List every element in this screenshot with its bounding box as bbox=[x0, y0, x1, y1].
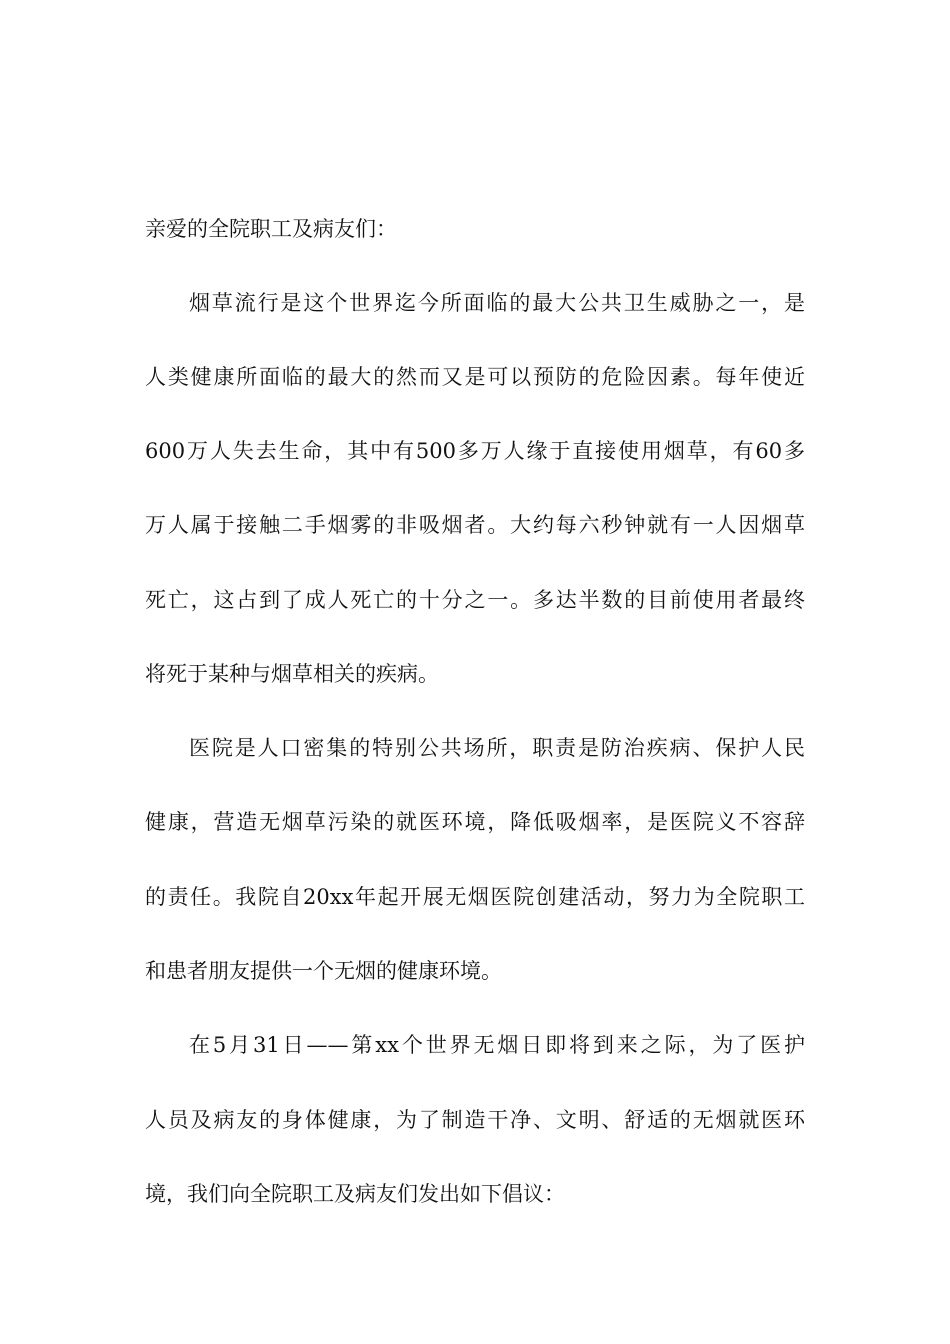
salutation: 亲爱的全院职工及病友们： bbox=[145, 217, 397, 241]
paragraph-1-line-4: 万人属于接触二手烟雾的非吸烟者。大约每六秒钟就有一人因烟草 bbox=[145, 513, 805, 537]
paragraph-1-line-1: 烟草流行是这个世界迄今所面临的最大公共卫生威胁之一，是 bbox=[189, 291, 805, 315]
paragraph-3-line-3: 境，我们向全院职工及病友们发出如下倡议： bbox=[145, 1182, 565, 1206]
paragraph-2-line-3: 的责任。我院自20xx年起开展无烟医院创建活动，努力为全院职工 bbox=[145, 885, 805, 909]
paragraph-1-line-3: 600万人失去生命，其中有500多万人缘于直接使用烟草，有60多 bbox=[145, 439, 805, 463]
paragraph-3-line-1: 在5月31日——第xx个世界无烟日即将到来之际，为了医护 bbox=[189, 1033, 805, 1057]
paragraph-3-line-2: 人员及病友的身体健康，为了制造干净、文明、舒适的无烟就医环 bbox=[145, 1108, 805, 1132]
paragraph-1-line-6: 将死于某种与烟草相关的疾病。 bbox=[145, 662, 439, 686]
paragraph-2-line-1: 医院是人口密集的特别公共场所，职责是防治疾病、保护人民 bbox=[189, 736, 805, 760]
paragraph-2-line-4: 和患者朋友提供一个无烟的健康环境。 bbox=[145, 959, 502, 983]
paragraph-1-line-2: 人类健康所面临的最大的然而又是可以预防的危险因素。每年使近 bbox=[145, 365, 805, 389]
paragraph-2-line-2: 健康，营造无烟草污染的就医环境，降低吸烟率，是医院义不容辞 bbox=[145, 810, 805, 834]
paragraph-1-line-5: 死亡，这占到了成人死亡的十分之一。多达半数的目前使用者最终 bbox=[145, 588, 805, 612]
